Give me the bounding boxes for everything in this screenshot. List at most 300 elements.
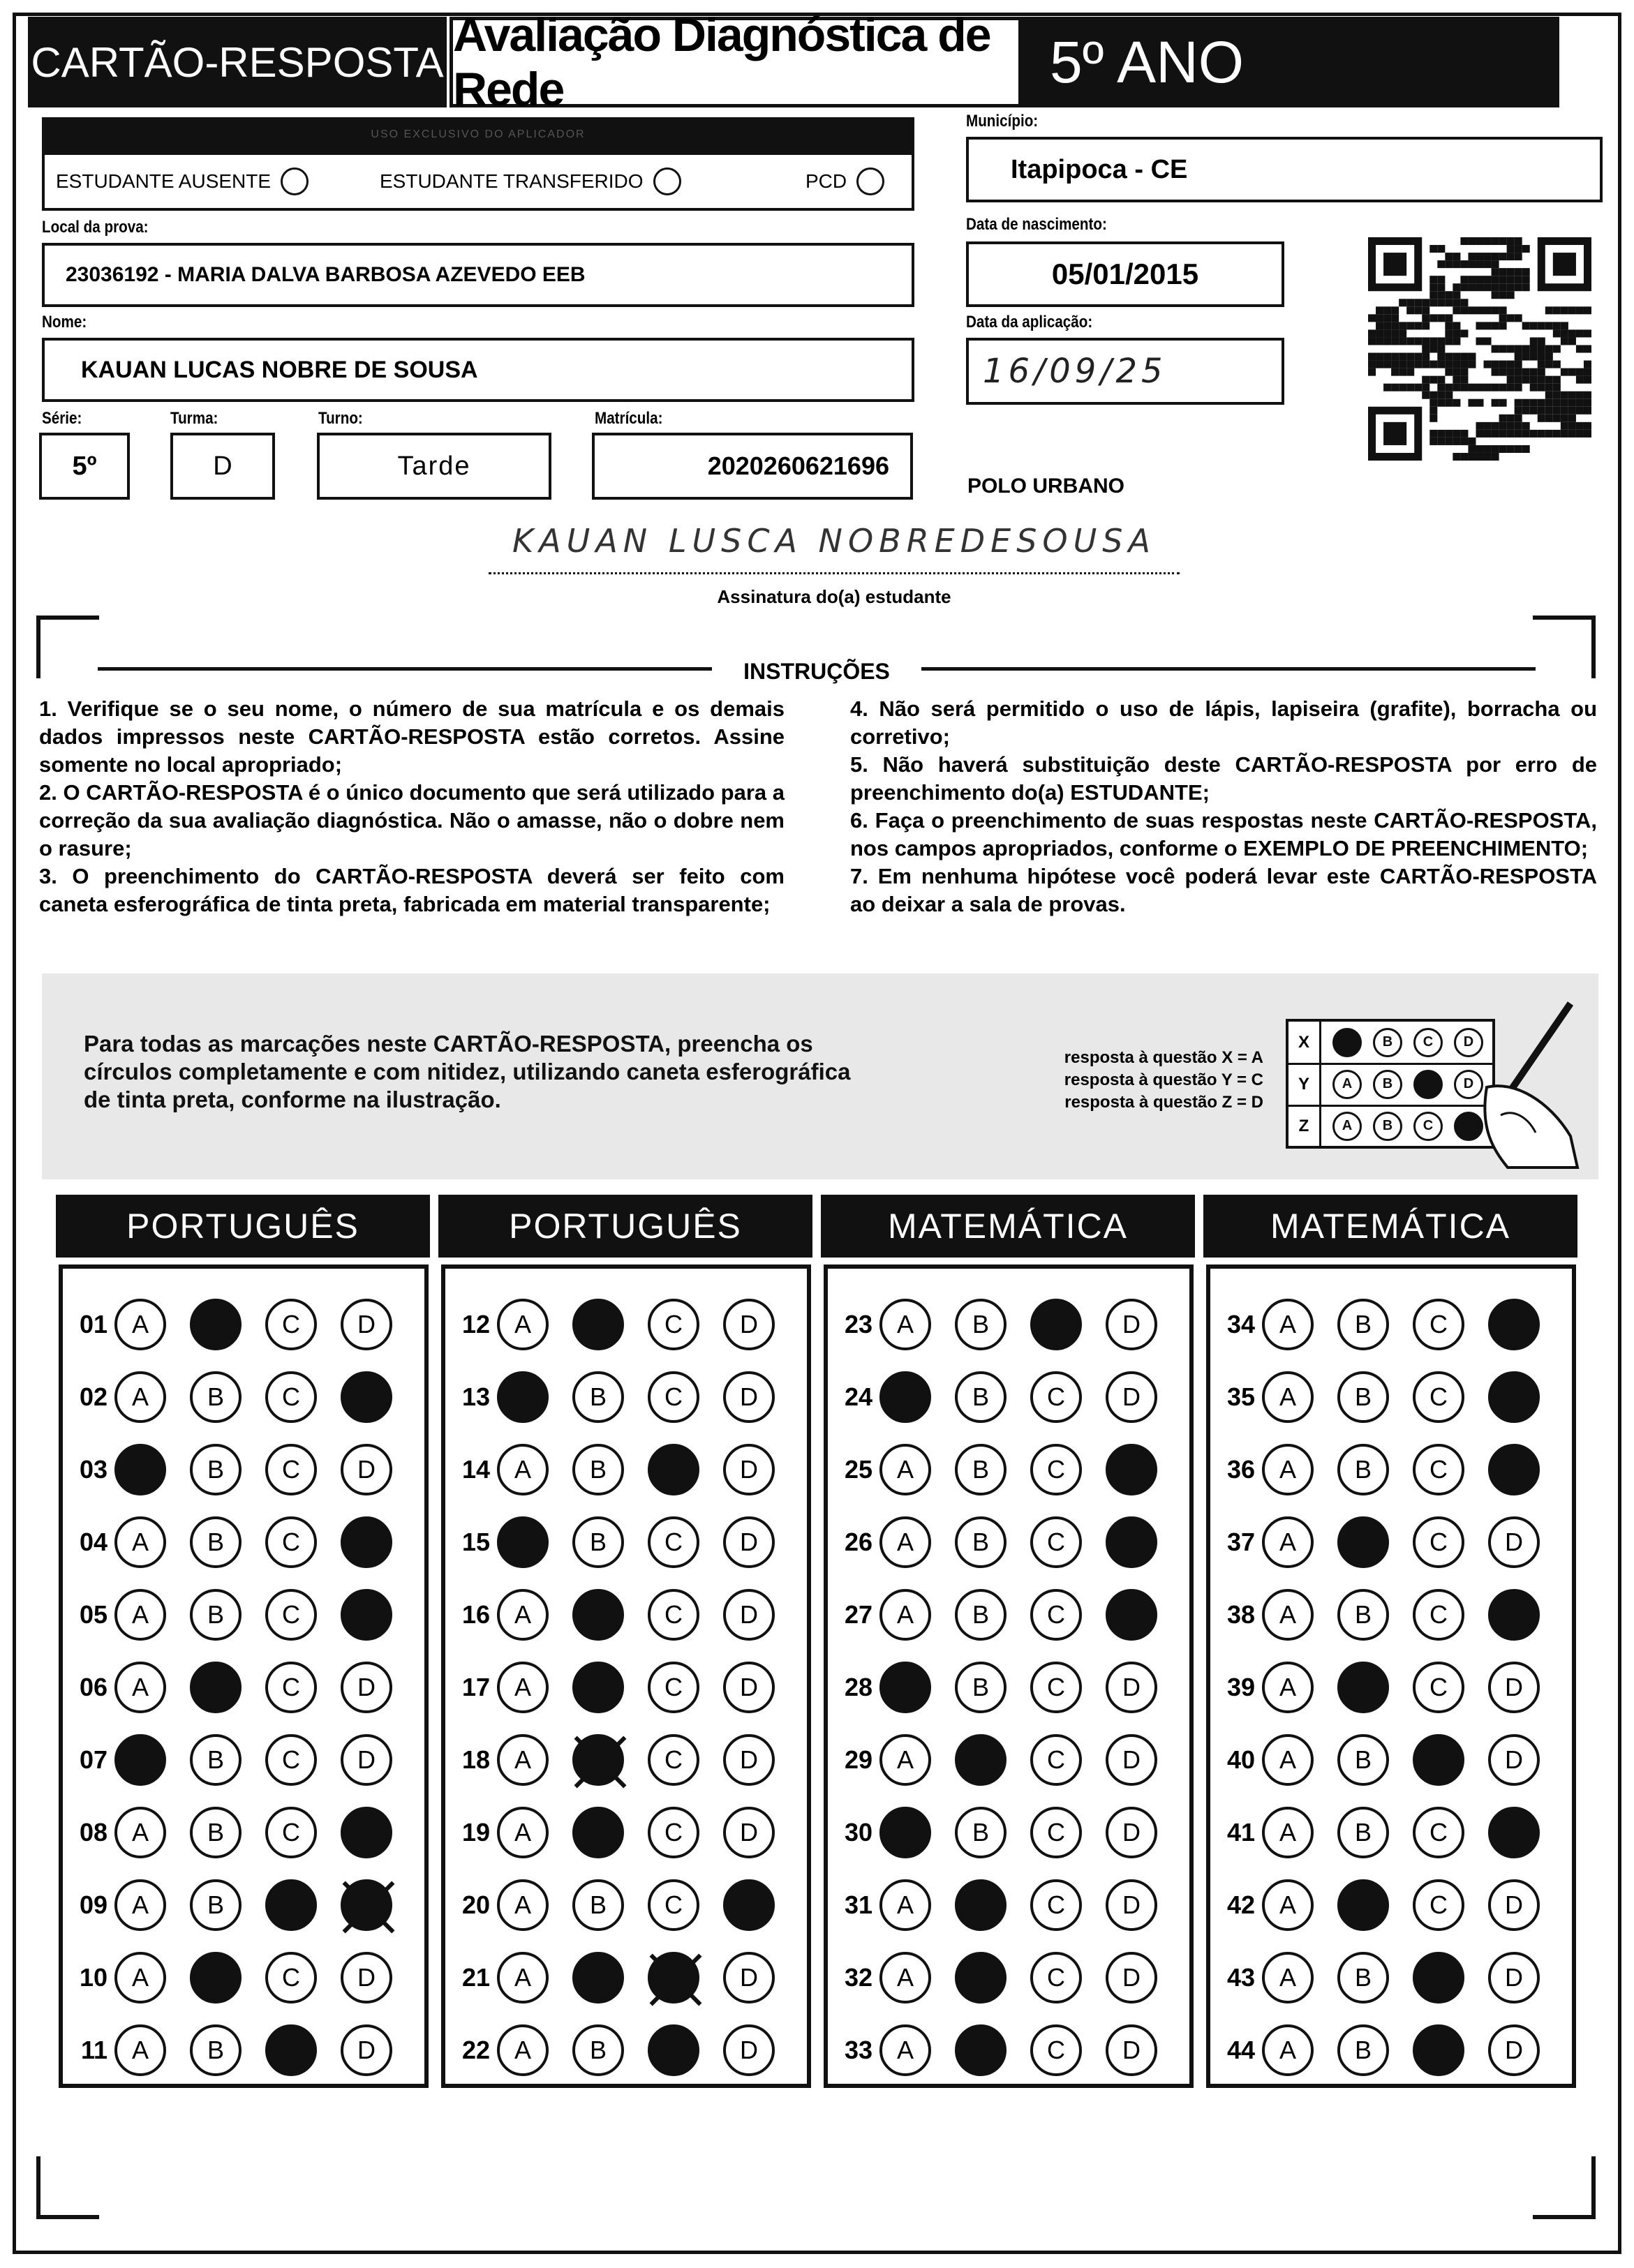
answer-bubble-a[interactable]: A [1262, 1299, 1314, 1350]
answer-bubble-b[interactable]: B [572, 1879, 624, 1931]
answer-bubble-a[interactable]: A [879, 1734, 931, 1786]
qr-module [1515, 283, 1522, 291]
answer-bubble-c[interactable]: C [648, 1589, 699, 1641]
qr-module [1414, 299, 1422, 306]
answer-bubble-d[interactable] [341, 1807, 392, 1858]
nascimento-label: Data de nascimento: [966, 215, 1107, 234]
qr-module [1515, 353, 1522, 361]
qr-module [1460, 276, 1468, 283]
answer-bubble-b[interactable]: B [190, 1444, 242, 1495]
qr-module [1576, 391, 1584, 399]
question-number: 08 [79, 1818, 107, 1847]
qr-module [1576, 368, 1584, 376]
answer-bubble-c[interactable] [1030, 1299, 1082, 1350]
answer-bubble-c[interactable] [648, 1444, 699, 1495]
answer-bubble-d[interactable]: D [723, 2024, 775, 2076]
qr-module [1453, 376, 1460, 384]
answer-bubble-b[interactable] [572, 1589, 624, 1641]
answer-bubble-a[interactable]: A [1262, 1807, 1314, 1858]
qr-module [1437, 245, 1445, 253]
answer-bubble-d[interactable]: D [341, 1734, 392, 1786]
answer-bubble-b[interactable]: B [1337, 2024, 1389, 2076]
qr-module [1538, 399, 1545, 407]
question-row [1213, 1877, 1564, 1933]
answer-bubble-c[interactable]: C [1030, 1952, 1082, 2004]
answer-bubble-c[interactable]: C [1413, 1299, 1464, 1350]
answer-bubble-a[interactable]: A [114, 1589, 166, 1641]
qr-module [1437, 438, 1445, 445]
answer-bubble-b[interactable]: B [572, 1516, 624, 1568]
pcd-bubble[interactable] [856, 167, 884, 195]
answer-bubble-b[interactable]: B [955, 1516, 1007, 1568]
qr-module [1406, 361, 1414, 368]
example-question-label: Y [1288, 1064, 1321, 1105]
answer-bubble-a[interactable]: A [114, 1952, 166, 2004]
answer-bubble-b[interactable]: B [955, 1444, 1007, 1495]
transferred-bubble[interactable] [653, 167, 681, 195]
answer-bubble-c[interactable]: C [1030, 2024, 1082, 2076]
qr-module [1468, 361, 1476, 368]
answer-bubble-c[interactable]: C [648, 1879, 699, 1931]
subject-header-2: PORTUGUÊS [438, 1195, 812, 1258]
answer-bubble-d[interactable] [1488, 1589, 1540, 1641]
answer-bubble-d[interactable]: D [341, 1299, 392, 1350]
answer-bubble-a[interactable]: A [497, 1734, 549, 1786]
qr-module [1545, 384, 1553, 391]
answer-bubble-b[interactable]: B [572, 2024, 624, 2076]
answer-bubble-d[interactable]: D [1106, 1662, 1157, 1713]
answer-bubble-a[interactable]: A [879, 1952, 931, 2004]
answer-bubble-d[interactable] [341, 1879, 392, 1931]
answer-bubble-a[interactable] [497, 1516, 549, 1568]
qr-module [1584, 422, 1591, 430]
qr-module [1522, 368, 1530, 376]
qr-module [1406, 306, 1414, 314]
qr-module [1429, 314, 1437, 322]
answer-bubble-c[interactable] [1413, 1952, 1464, 2004]
answer-bubble-c[interactable] [265, 2024, 317, 2076]
answer-bubble-c[interactable]: C [265, 1952, 317, 2004]
answer-bubble-a[interactable]: A [1262, 1662, 1314, 1713]
subject-header-3: MATEMÁTICA [821, 1195, 1195, 1258]
answer-bubble-d[interactable]: D [1488, 1879, 1540, 1931]
instruction-2: 2. O CARTÃO-RESPOSTA é o único documento que será utilizado para a correção da sua avaliação diagnóstica. Não o amasse, não o dobre nem o rasure; [39, 780, 785, 860]
qr-module [1507, 268, 1515, 276]
answer-bubble-d[interactable]: D [723, 1299, 775, 1350]
qr-module [1561, 306, 1568, 314]
question-row [66, 1369, 416, 1425]
answer-bubble-d[interactable]: D [341, 1952, 392, 2004]
qr-module [1460, 430, 1468, 438]
qr-module [1406, 368, 1414, 376]
answer-bubble-c[interactable]: C [1030, 1444, 1082, 1495]
answer-bubble-b[interactable]: B [1337, 1734, 1389, 1786]
qr-module [1499, 306, 1507, 314]
answer-bubble-d[interactable] [1106, 1589, 1157, 1641]
question-number: 13 [461, 1382, 490, 1411]
answer-bubble-d[interactable] [341, 1371, 392, 1423]
qr-module [1522, 422, 1530, 430]
answer-block-1 [59, 1264, 429, 2088]
question-number: 07 [79, 1745, 107, 1774]
turno-field: Tarde [317, 433, 551, 500]
answer-bubble-b[interactable] [1337, 1879, 1389, 1931]
answer-bubble-a[interactable]: A [1262, 1516, 1314, 1568]
answer-bubble-b[interactable] [190, 1662, 242, 1713]
answer-bubble-d[interactable]: D [1106, 1879, 1157, 1931]
answer-bubble-a[interactable]: A [497, 1662, 549, 1713]
answer-bubble-d[interactable]: D [723, 1516, 775, 1568]
question-row [448, 1297, 799, 1352]
qr-module [1499, 361, 1507, 368]
answer-bubble-a[interactable]: A [114, 1662, 166, 1713]
answer-bubble-a[interactable]: A [114, 1879, 166, 1931]
answer-bubble-a[interactable] [114, 1444, 166, 1495]
answer-bubble-b[interactable] [190, 1952, 242, 2004]
answer-bubble-c[interactable]: C [1413, 1879, 1464, 1931]
answer-bubble-c[interactable]: C [1413, 1807, 1464, 1858]
answer-bubble-c[interactable]: C [265, 1589, 317, 1641]
answer-bubble-b[interactable] [955, 1734, 1007, 1786]
qr-module [1522, 268, 1530, 276]
answer-bubble-b[interactable]: B [1337, 1444, 1389, 1495]
qr-module [1383, 314, 1391, 322]
qr-module [1561, 422, 1568, 430]
qr-module [1499, 430, 1507, 438]
qr-module [1484, 237, 1492, 245]
answer-bubble-d[interactable]: D [341, 1444, 392, 1495]
qr-module [1492, 384, 1499, 391]
qr-module [1453, 430, 1460, 438]
qr-module [1507, 314, 1515, 322]
answer-bubble-a[interactable]: A [114, 1516, 166, 1568]
answer-bubble-c[interactable]: C [265, 1371, 317, 1423]
answer-bubble-b[interactable]: B [955, 1662, 1007, 1713]
answer-bubble-c[interactable]: C [1030, 1371, 1082, 1423]
answer-bubble-c[interactable]: C [1413, 1589, 1464, 1641]
answer-bubble-d[interactable]: D [723, 1371, 775, 1423]
qr-module [1568, 430, 1576, 438]
answer-bubble-b[interactable]: B [190, 1589, 242, 1641]
answer-bubble-b[interactable]: B [955, 1371, 1007, 1423]
answer-bubble-c[interactable]: C [265, 1516, 317, 1568]
qr-module [1468, 353, 1476, 361]
answer-bubble-c[interactable]: C [648, 1734, 699, 1786]
answer-bubble-a[interactable]: A [497, 1952, 549, 2004]
answer-bubble-a[interactable]: A [114, 1371, 166, 1423]
answer-bubble-b[interactable]: B [190, 1734, 242, 1786]
answer-bubble-c[interactable]: C [265, 1299, 317, 1350]
answer-bubble-c[interactable]: C [265, 1662, 317, 1713]
question-row [66, 1297, 416, 1352]
question-number: 03 [79, 1455, 107, 1484]
corner-mark-top-right [1533, 616, 1596, 678]
answer-bubble-b[interactable] [572, 1734, 624, 1786]
answer-bubble-b[interactable]: B [190, 2024, 242, 2076]
answer-bubble-b[interactable] [572, 1807, 624, 1858]
answer-bubble-d[interactable]: D [723, 1444, 775, 1495]
answer-bubble-d[interactable] [1106, 1516, 1157, 1568]
example-row [1288, 1022, 1492, 1065]
answer-bubble-b[interactable] [1337, 1516, 1389, 1568]
qr-module [1484, 337, 1492, 345]
qr-module [1499, 291, 1507, 299]
answer-bubble-a[interactable]: A [497, 1879, 549, 1931]
qr-module [1399, 361, 1406, 368]
qr-module [1538, 345, 1545, 352]
answer-bubble-c[interactable]: C [1413, 1662, 1464, 1713]
answer-bubble-d[interactable]: D [1106, 1734, 1157, 1786]
example-bubble-c: C [1413, 1028, 1443, 1057]
answer-bubble-d[interactable]: D [723, 1589, 775, 1641]
qr-module [1406, 322, 1414, 329]
qr-module [1522, 399, 1530, 407]
answer-bubble-a[interactable]: A [879, 1299, 931, 1350]
answer-bubble-b[interactable]: B [190, 1516, 242, 1568]
answer-bubble-c[interactable]: C [648, 1516, 699, 1568]
qr-module [1576, 422, 1584, 430]
qr-module [1507, 445, 1515, 453]
answer-bubble-a[interactable]: A [1262, 1734, 1314, 1786]
answer-bubble-b[interactable]: B [190, 1879, 242, 1931]
answer-bubble-d[interactable]: D [723, 1734, 775, 1786]
answer-bubble-d[interactable] [1488, 1807, 1540, 1858]
answer-bubble-c[interactable]: C [648, 1371, 699, 1423]
answer-bubble-b[interactable]: B [1337, 1589, 1389, 1641]
answer-bubble-c[interactable]: C [648, 1807, 699, 1858]
answer-bubble-a[interactable] [497, 1371, 549, 1423]
qr-module [1476, 430, 1483, 438]
answer-bubble-c[interactable] [265, 1879, 317, 1931]
answer-bubble-b[interactable]: B [955, 1807, 1007, 1858]
answer-bubble-c[interactable]: C [648, 1299, 699, 1350]
qr-module [1568, 329, 1576, 337]
answer-bubble-a[interactable] [879, 1662, 931, 1713]
instructions-left-column [39, 695, 785, 918]
question-row [66, 1659, 416, 1715]
answer-bubble-c[interactable]: C [1030, 1879, 1082, 1931]
answer-bubble-c[interactable]: C [1413, 1444, 1464, 1495]
answer-bubble-b[interactable] [1337, 1662, 1389, 1713]
qr-module [1561, 329, 1568, 337]
answer-bubble-d[interactable]: D [1106, 1299, 1157, 1350]
answer-bubble-d[interactable]: D [341, 1662, 392, 1713]
answer-bubble-a[interactable]: A [1262, 1444, 1314, 1495]
answer-bubble-a[interactable] [114, 1734, 166, 1786]
question-number: 24 [844, 1382, 872, 1411]
transferred-option[interactable] [380, 167, 681, 195]
absent-option[interactable] [56, 167, 309, 195]
qr-module [1484, 445, 1492, 453]
answer-bubble-c[interactable] [648, 2024, 699, 2076]
pcd-label: PCD [805, 170, 847, 192]
answer-bubble-b[interactable] [572, 1662, 624, 1713]
question-row [1213, 1369, 1564, 1425]
question-row [448, 1877, 799, 1933]
qr-module [1515, 376, 1522, 384]
answer-bubble-b[interactable]: B [1337, 1952, 1389, 2004]
answer-bubble-c[interactable] [1413, 1734, 1464, 1786]
answer-bubble-d[interactable]: D [723, 1662, 775, 1713]
answer-bubble-c[interactable]: C [1030, 1516, 1082, 1568]
answer-bubble-d[interactable] [1488, 1371, 1540, 1423]
answer-bubble-c[interactable]: C [1413, 1371, 1464, 1423]
qr-module [1445, 253, 1453, 260]
answer-bubble-d[interactable]: D [341, 2024, 392, 2076]
answer-bubble-d[interactable] [1106, 1444, 1157, 1495]
answer-bubble-c[interactable]: C [1030, 1589, 1082, 1641]
absent-bubble[interactable] [281, 167, 309, 195]
answer-bubble-a[interactable] [879, 1807, 931, 1858]
answer-bubble-a[interactable]: A [1262, 1589, 1314, 1641]
qr-module [1453, 283, 1460, 291]
answer-bubble-b[interactable]: B [1337, 1371, 1389, 1423]
qr-module [1530, 337, 1538, 345]
qr-module [1584, 430, 1591, 438]
example-row [1288, 1105, 1492, 1149]
answer-bubble-c[interactable]: C [265, 1807, 317, 1858]
qr-module [1476, 322, 1483, 329]
answer-bubble-c[interactable] [1413, 2024, 1464, 2076]
answer-bubble-b[interactable] [190, 1299, 242, 1350]
answer-bubble-c[interactable] [648, 1952, 699, 2004]
question-number: 20 [461, 1890, 490, 1919]
question-number: 02 [79, 1382, 107, 1411]
answer-bubble-d[interactable]: D [1106, 1952, 1157, 2004]
answer-bubble-d[interactable]: D [1488, 1734, 1540, 1786]
answer-bubble-d[interactable] [1488, 1299, 1540, 1350]
answer-bubble-a[interactable]: A [114, 1807, 166, 1858]
qr-module [1383, 306, 1391, 314]
answer-bubble-a[interactable]: A [1262, 1952, 1314, 2004]
question-row [831, 1950, 1181, 2006]
qr-module [1429, 391, 1437, 399]
answer-bubble-b[interactable]: B [1337, 1299, 1389, 1350]
answer-bubble-b[interactable]: B [955, 1299, 1007, 1350]
qr-module [1460, 368, 1468, 376]
answer-bubble-a[interactable]: A [114, 2024, 166, 2076]
qr-module [1584, 368, 1591, 376]
qr-module [1399, 322, 1406, 329]
question-number: 11 [80, 2036, 107, 2064]
answer-bubble-a[interactable]: A [1262, 1371, 1314, 1423]
answer-bubble-b[interactable] [955, 2024, 1007, 2076]
answer-bubble-a[interactable] [879, 1371, 931, 1423]
answer-bubble-d[interactable]: D [723, 1807, 775, 1858]
qr-module [1414, 322, 1422, 329]
answer-bubble-d[interactable]: D [1106, 1807, 1157, 1858]
answer-bubble-b[interactable] [955, 1952, 1007, 2004]
qr-module [1453, 260, 1460, 268]
answer-bubble-a[interactable]: A [879, 1444, 931, 1495]
question-row [66, 1442, 416, 1498]
answer-bubble-a[interactable]: A [1262, 2024, 1314, 2076]
answer-bubble-a[interactable]: A [497, 2024, 549, 2076]
question-row [831, 1297, 1181, 1352]
qr-module [1507, 253, 1515, 260]
qr-module [1530, 353, 1538, 361]
qr-module [1584, 407, 1591, 415]
answer-bubble-a[interactable]: A [879, 2024, 931, 2076]
qr-module [1507, 276, 1515, 283]
answer-bubble-d[interactable]: D [1488, 2024, 1540, 2076]
answer-bubble-c[interactable]: C [265, 1444, 317, 1495]
qr-module [1460, 299, 1468, 306]
qr-module [1492, 445, 1499, 453]
question-row [448, 2022, 799, 2078]
answer-bubble-d[interactable] [723, 1879, 775, 1931]
answer-bubble-b[interactable] [955, 1879, 1007, 1931]
answer-bubble-d[interactable]: D [1106, 1371, 1157, 1423]
header-grade: 5º ANO [1022, 17, 1559, 107]
qr-module [1515, 276, 1522, 283]
answer-bubble-d[interactable] [341, 1516, 392, 1568]
answer-bubble-d[interactable]: D [1488, 1662, 1540, 1713]
answer-bubble-c[interactable]: C [1030, 1734, 1082, 1786]
qr-module [1499, 268, 1507, 276]
answer-bubble-a[interactable]: A [497, 1807, 549, 1858]
question-number: 35 [1226, 1382, 1255, 1411]
answer-bubble-b[interactable]: B [1337, 1807, 1389, 1858]
qr-module [1545, 415, 1553, 422]
question-row [1213, 1514, 1564, 1570]
answer-bubble-d[interactable]: D [1106, 2024, 1157, 2076]
answer-bubble-b[interactable]: B [955, 1589, 1007, 1641]
answer-bubble-c[interactable]: C [1030, 1807, 1082, 1858]
answer-bubble-b[interactable]: B [190, 1807, 242, 1858]
qr-module [1445, 368, 1453, 376]
qr-module [1522, 322, 1530, 329]
answer-bubble-a[interactable]: A [879, 1879, 931, 1931]
answer-bubble-a[interactable]: A [1262, 1879, 1314, 1931]
qr-module [1460, 260, 1468, 268]
qr-module [1476, 399, 1483, 407]
qr-module [1437, 399, 1445, 407]
qr-module [1492, 322, 1499, 329]
answer-bubble-b[interactable] [572, 1299, 624, 1350]
question-number: 44 [1226, 2036, 1255, 2064]
qr-module [1399, 329, 1406, 337]
answer-bubble-a[interactable]: A [497, 1299, 549, 1350]
qr-module [1414, 384, 1422, 391]
answer-bubble-b[interactable]: B [572, 1444, 624, 1495]
answer-bubble-c[interactable]: C [648, 1662, 699, 1713]
qr-module [1445, 299, 1453, 306]
answer-bubble-a[interactable]: A [497, 1444, 549, 1495]
answer-bubble-c[interactable]: C [1030, 1662, 1082, 1713]
qr-module [1476, 283, 1483, 291]
pcd-option[interactable] [805, 167, 884, 195]
qr-module [1561, 368, 1568, 376]
answer-bubble-d[interactable] [1488, 1444, 1540, 1495]
answer-bubble-a[interactable]: A [879, 1516, 931, 1568]
answer-bubble-d[interactable]: D [1488, 1516, 1540, 1568]
name-label: Nome: [42, 313, 87, 331]
answer-bubble-b[interactable]: B [190, 1371, 242, 1423]
answer-bubble-d[interactable]: D [1488, 1952, 1540, 2004]
answer-bubble-a[interactable]: A [879, 1589, 931, 1641]
answer-bubble-d[interactable]: D [723, 1952, 775, 2004]
answer-bubble-a[interactable]: A [114, 1299, 166, 1350]
answer-bubble-b[interactable] [572, 1952, 624, 2004]
answer-bubble-b[interactable]: B [572, 1371, 624, 1423]
answer-bubble-d[interactable] [341, 1589, 392, 1641]
qr-module [1391, 384, 1399, 391]
answer-bubble-c[interactable]: C [265, 1734, 317, 1786]
qr-module [1576, 430, 1584, 438]
answer-bubble-a[interactable]: A [497, 1589, 549, 1641]
answer-bubble-c[interactable]: C [1413, 1516, 1464, 1568]
